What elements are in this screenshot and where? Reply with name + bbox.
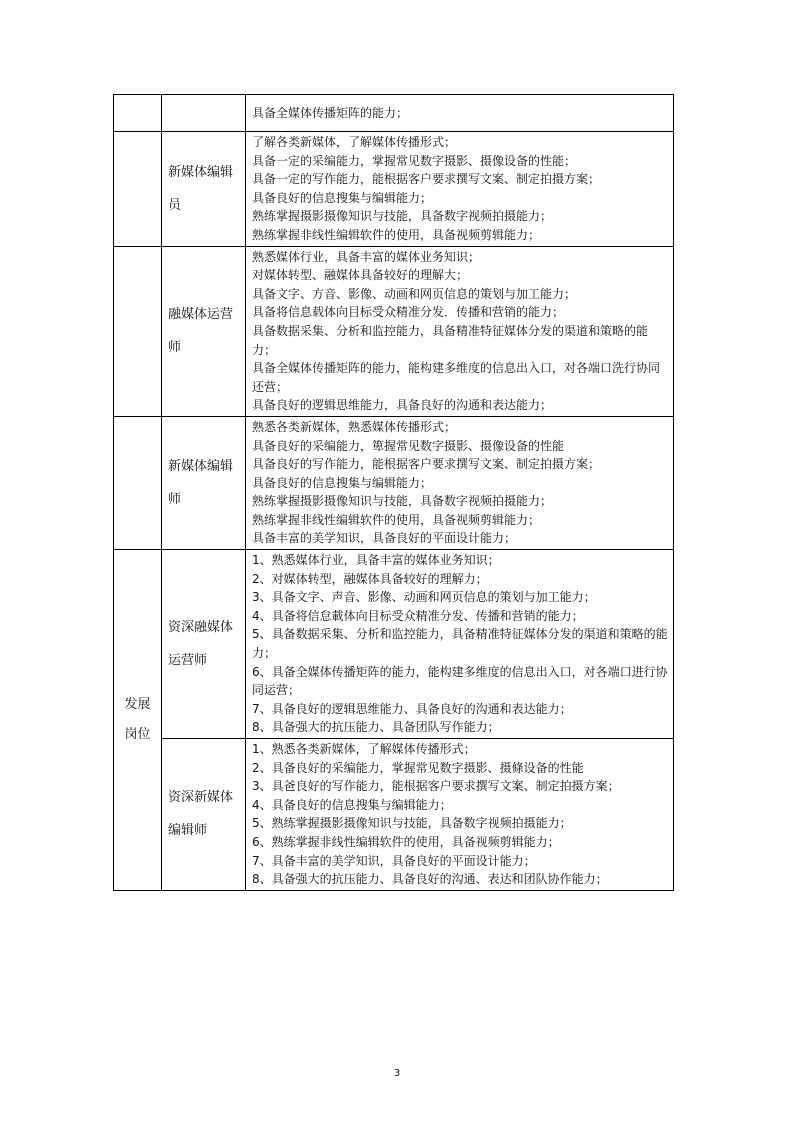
category-cell xyxy=(114,246,162,416)
requirement-line: 具备数据采集、分析和监控能力，具备精准特征媒体分发的渠道和策略的能力； xyxy=(252,323,649,357)
table-row xyxy=(114,550,674,739)
category-cell xyxy=(114,95,162,132)
requirement-line: 3、具爸良好的写作能力，能根据客户要求撰写文案、制定拍摄方案； xyxy=(252,779,620,794)
requirement-line: 熟悉各类新媒体，熟悉媒体传播形式； xyxy=(252,419,457,434)
role-name: 资深新媒体编辑师 xyxy=(168,790,234,839)
role-cell xyxy=(162,95,246,132)
requirement-line: 4、具备良好的信息搜集与编辑能力； xyxy=(252,797,452,812)
requirements-cell xyxy=(246,246,674,416)
table-row xyxy=(114,416,674,549)
role-name: 新媒体编辑员 xyxy=(168,164,234,213)
role-name: 资深融媒体运营师 xyxy=(168,620,234,669)
requirement-line: 8、具备强大的抗压能力、具备良好的沟通、表达和团队协作能力； xyxy=(252,872,608,887)
requirement-line: 2、具备良好的采编能力，掌握常见数字摄影、摄條设备的性能 xyxy=(252,760,584,775)
table-row xyxy=(114,739,674,891)
requirement-line: 具备文字、方音、影像、动画和网页信息的策划与加工能力； xyxy=(252,286,577,301)
requirement-line: 具备丰富的美学知识，具备良好的平面设计能力； xyxy=(252,531,517,546)
requirement-line: 6、熟练掌握非线性编辑软件的使用，具备视频剪辑能力； xyxy=(252,834,560,849)
requirement-line: 5、熟练掌握摄影摄像知识与技能，具备数字视频拍摄能力； xyxy=(252,816,572,831)
requirement-line: 熟练掌握非线性编辑软件的使用，具备视频剪辑能力； xyxy=(252,227,541,242)
category-cell xyxy=(114,550,162,891)
category-cell xyxy=(114,132,162,247)
table-row xyxy=(114,132,674,247)
requirement-line: 2、对媒体转型，融媒体具备较好的理解力； xyxy=(252,571,488,586)
page-number: 3 xyxy=(393,1068,401,1079)
role-cell xyxy=(162,416,246,549)
role-cell xyxy=(162,550,246,739)
requirement-line: 7、具备丰富的美学知识，具备良好的平面设计能力； xyxy=(252,853,536,868)
requirements-cell xyxy=(246,416,674,549)
requirement-line: 具备将信息载体向目标受众精准分发．传播和营销的能力； xyxy=(252,305,565,320)
table-row xyxy=(114,246,674,416)
requirement-line: 了解各类新媒体，了解媒体传播形式； xyxy=(252,135,457,149)
requirement-line: 熟练掌握摄影摄像知识与技能，具备数字视频拍摄能力； xyxy=(252,209,553,224)
requirement-line: 7、具备良好的逻辑思维能力、具备良好的沟通和表达能力； xyxy=(252,701,572,716)
role-cell xyxy=(162,739,246,891)
requirement-line: 具备全媒体传播矩阵的能力； xyxy=(252,105,409,120)
requirement-line: 8、具备强大的抗压能力、具备团队写作能力； xyxy=(252,720,500,735)
requirement-line: 具备一定的写作能力，能根据客户要求撰写文案、制定拍摄方案； xyxy=(252,172,601,187)
requirement-line: 具备一定的采编能力，掌握常见数字摄影、摄像设备的性能； xyxy=(252,153,577,168)
requirement-line: 1、熟悉各类新媒体，了解媒体传播形式； xyxy=(252,742,476,756)
category-label: 发展岗位 xyxy=(124,696,151,742)
requirement-line: 具备良好的逻辑思维能力，具备良好的沟通和表达能力； xyxy=(252,398,553,413)
requirement-line: 具备良好的写作能力，能根据客户要求撰写文案、制定拍摄方案； xyxy=(252,457,601,472)
requirements-cell xyxy=(246,550,674,739)
role-cell xyxy=(162,246,246,416)
role-cell xyxy=(162,132,246,247)
requirement-line: 具备良好的信息搜集与编辑能力； xyxy=(252,475,433,490)
requirement-line: 熟练掌握非线性编辑软件的使用，具备视频剪辑能力； xyxy=(252,512,541,527)
requirement-line: 1、熟悉媒体行业，具备丰富的媒体业务知识； xyxy=(252,553,500,568)
requirement-line: 5、具备数据采集、分析和监控能力，具备精准特征媒体分发的渠道和策略的能力； xyxy=(252,627,668,661)
requirement-line: 熟练掌握摄影摄像知识与技能，具备数字视频拍摄能力； xyxy=(252,494,553,509)
category-cell xyxy=(114,416,162,549)
requirement-line: 具备全媒体传播矩阵的能力，能构建多维度的信息出入口，对各端口洗行协同还营； xyxy=(252,361,661,394)
role-name: 融媒体运营师 xyxy=(168,307,234,356)
requirement-line: 具备良好的信息搜集与编辑能力； xyxy=(252,190,433,205)
role-name: 新媒体编辑师 xyxy=(168,458,234,507)
table-row xyxy=(114,95,674,132)
requirement-line: 3、具备文字、声音、影像、动画和网页信息的策划与加工能力； xyxy=(252,590,596,605)
requirement-line: 4、具备将信怠載体向目标受众精准分发、传播和营销的能力； xyxy=(252,608,584,623)
requirement-line: 6、具备全媒体传播矩阵的能力，能构建多维度的信息出入口，对各端口进行协同运营； xyxy=(252,664,668,698)
requirement-line: 具备良好的采编能力，箄握常见数字摄影、摄像设备的性能 xyxy=(252,438,565,453)
requirement-line: 对媒体转型、融媒体具备较好的理解大； xyxy=(252,268,469,283)
requirements-cell xyxy=(246,739,674,891)
requirements-cell xyxy=(246,95,674,132)
requirements-cell xyxy=(246,132,674,247)
requirement-line: 熟悉媒体行业，具备丰富的媒体业务知识； xyxy=(252,249,481,264)
job-requirements-table xyxy=(113,94,674,891)
